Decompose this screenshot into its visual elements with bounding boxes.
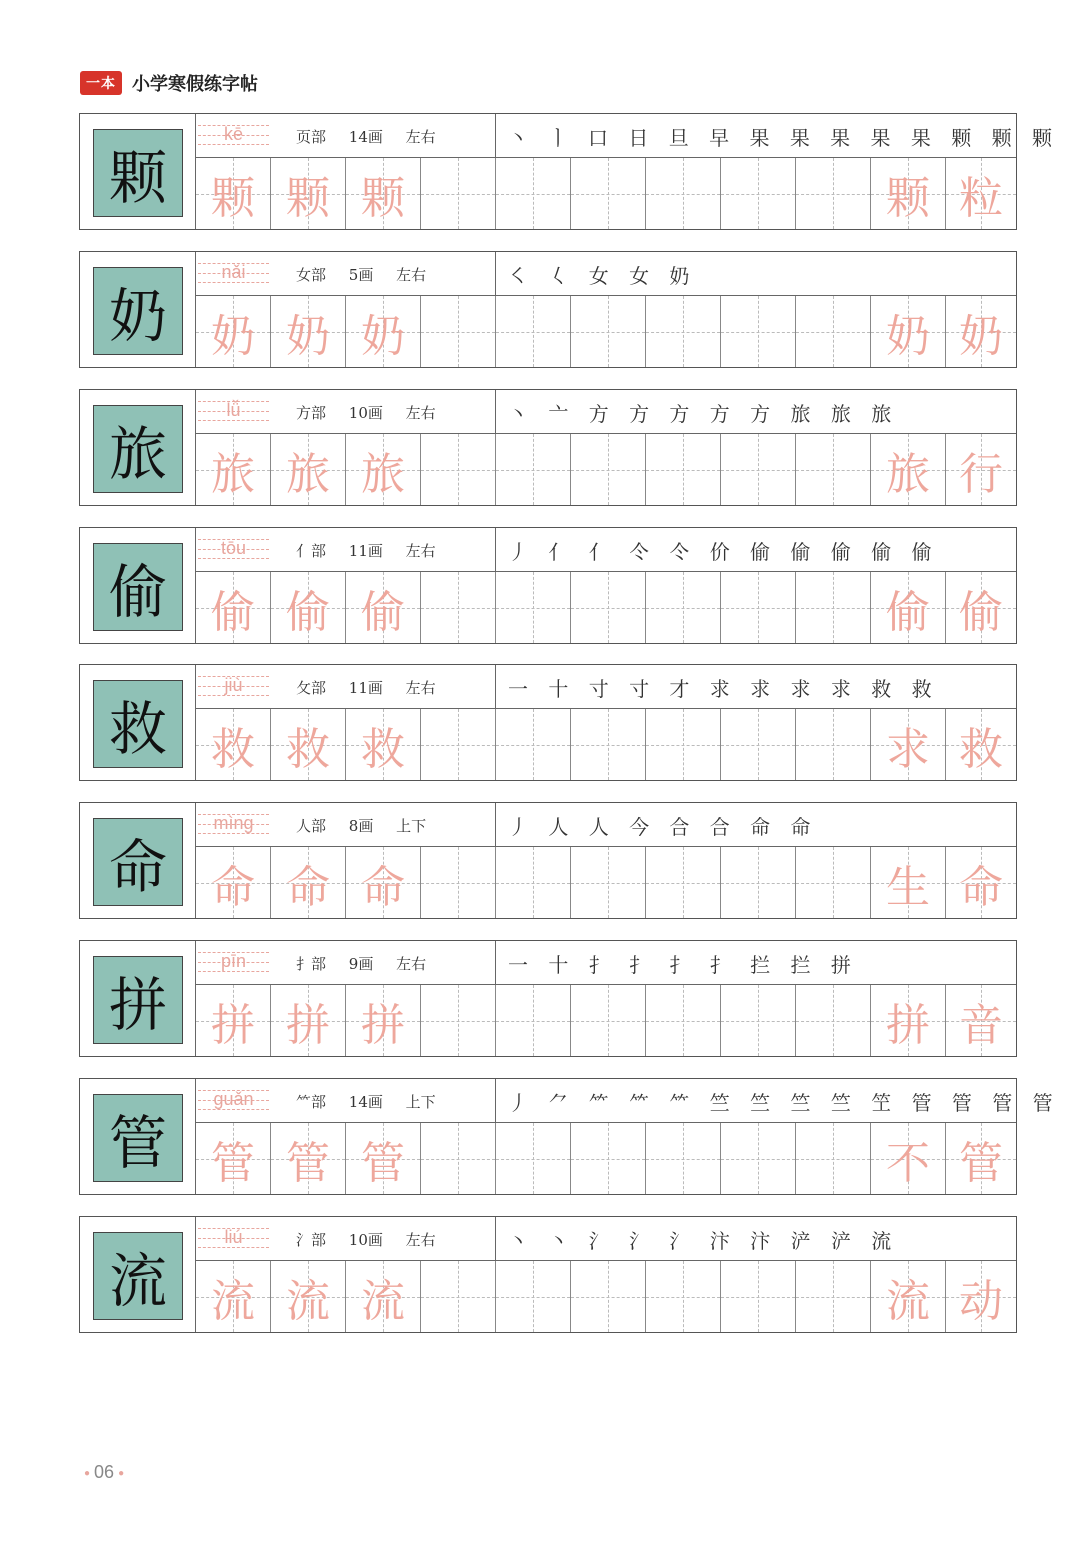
structure: 左右 [405,679,436,697]
writing-cell[interactable] [496,1123,571,1194]
writing-cell[interactable] [346,709,421,780]
writing-cell[interactable] [646,985,721,1056]
trace-char: 管 [211,1137,255,1189]
writing-cell[interactable] [871,1123,946,1194]
main-char: 奶 [93,267,183,355]
stroke-order-area [496,1217,1016,1261]
writing-cell[interactable] [196,572,271,643]
word-char: 求 [886,723,930,775]
structure: 左右 [396,266,427,284]
writing-cell[interactable] [871,847,946,918]
dot-icon: ● [118,1467,125,1479]
trace-char: 流 [286,1275,330,1327]
main-char-box [80,803,196,918]
stroke-order: ㇛ 𡿨 女 女 奶 [508,264,697,288]
writing-grid [196,434,1016,505]
writing-cell[interactable] [946,709,1016,780]
practice-row [79,527,1017,644]
writing-cell[interactable] [796,572,871,643]
writing-grid [196,847,1016,918]
writing-cell[interactable] [496,572,571,643]
writing-cell[interactable] [646,709,721,780]
writing-cell[interactable] [346,158,421,229]
writing-grid [196,709,1016,780]
writing-cell[interactable] [421,572,496,643]
writing-cell[interactable] [271,434,346,505]
writing-grid [196,158,1016,229]
pinyin: guǎn [213,1089,254,1109]
char-meta [296,815,444,836]
structure: 左右 [405,128,436,146]
writing-cell[interactable] [346,572,421,643]
word-char: 动 [959,1275,1003,1327]
trace-char: 奶 [211,310,255,362]
trace-char: 流 [361,1275,405,1327]
writing-cell[interactable] [796,1123,871,1194]
main-char-box [80,665,196,780]
writing-cell[interactable] [946,434,1016,505]
writing-cell[interactable] [421,1123,496,1194]
info-line [196,390,496,434]
pinyin-box [196,947,271,977]
writing-cell[interactable] [571,709,646,780]
writing-cell[interactable] [946,1123,1016,1194]
practice-row [79,940,1017,1057]
pinyin-box [196,1223,271,1253]
writing-cell[interactable] [646,1261,721,1332]
trace-char: 奶 [361,310,405,362]
pinyin: liú [224,1227,243,1247]
trace-char: 救 [361,723,405,775]
writing-cell[interactable] [196,296,271,367]
char-meta [296,540,454,561]
stroke-order-area [496,1079,1060,1123]
radical: 女部 [296,266,327,284]
writing-cell[interactable] [271,985,346,1056]
writing-cell[interactable] [646,434,721,505]
writing-cell[interactable] [946,158,1016,229]
writing-grid [196,296,1016,367]
stroke-order: 丶 亠 方 方 方 方 方 旅 旅 旅 [508,402,899,426]
pinyin: mìng [213,813,254,833]
writing-cell[interactable] [796,296,871,367]
trace-char: 命 [286,861,330,913]
writing-cell[interactable] [871,158,946,229]
stroke-order-area [496,528,1016,572]
word-char: 奶 [959,310,1003,362]
structure: 左右 [405,404,436,422]
pinyin-box [196,396,271,426]
stroke-order: 丿 ⺈ ⺮ ⺮ ⺮ 竺 竺 竺 竺 笁 管 管 管 管 [508,1091,1060,1115]
writing-cell[interactable] [796,158,871,229]
radical: 亻部 [296,542,327,560]
word-char: 拼 [886,999,930,1051]
structure: 上下 [396,817,427,835]
stroke-order: 丶 ㅣ 口 日 旦 早 果 果 果 果 果 颗 颗 颗 [508,126,1059,150]
info-line [196,114,496,158]
writing-cell[interactable] [571,1261,646,1332]
writing-cell[interactable] [796,985,871,1056]
word-char: 管 [959,1137,1003,1189]
writing-cell[interactable] [946,1261,1016,1332]
pinyin: pīn [220,951,247,971]
writing-cell[interactable] [571,985,646,1056]
pinyin-box [196,809,271,839]
writing-cell[interactable] [871,572,946,643]
pinyin-box [196,258,271,288]
writing-cell[interactable] [421,985,496,1056]
writing-cell[interactable] [871,1261,946,1332]
trace-char: 管 [361,1137,405,1189]
writing-cell[interactable] [646,572,721,643]
writing-cell[interactable] [571,296,646,367]
trace-char: 偷 [211,586,255,638]
writing-cell[interactable] [346,1123,421,1194]
trace-char: 颗 [361,172,405,224]
main-char: 颗 [93,129,183,217]
trace-char: 旅 [361,448,405,500]
trace-char: 流 [211,1275,255,1327]
stroke-count: 14画 [348,1093,383,1111]
word-char: 流 [886,1275,930,1327]
word-char: 奶 [886,310,930,362]
word-char: 偷 [959,586,1003,638]
trace-char: 颗 [286,172,330,224]
writing-cell[interactable] [721,847,796,918]
info-line [196,1079,496,1123]
writing-cell[interactable] [271,1261,346,1332]
practice-row [79,251,1017,368]
writing-cell[interactable] [346,434,421,505]
main-char: 旅 [93,405,183,493]
char-meta [296,677,454,698]
writing-cell[interactable] [871,434,946,505]
writing-cell[interactable] [271,572,346,643]
pinyin: lǚ [226,400,241,420]
structure: 左右 [396,955,427,973]
writing-cell[interactable] [271,158,346,229]
trace-char: 旅 [211,448,255,500]
practice-row [79,113,1059,230]
writing-cell[interactable] [346,985,421,1056]
writing-cell[interactable] [946,296,1016,367]
stroke-order: 丿 人 人 今 合 合 命 命 [508,815,818,839]
main-char-box [80,390,196,505]
practice-row [79,1216,1017,1333]
main-char: 管 [93,1094,183,1182]
writing-cell[interactable] [196,1261,271,1332]
trace-char: 命 [211,861,255,913]
word-char: 救 [959,723,1003,775]
stroke-order: 丶 丶 氵 氵 氵 汴 汴 浐 浐 流 [508,1229,899,1253]
word-char: 行 [959,448,1003,500]
info-line [196,1217,496,1261]
page-header [80,68,258,98]
writing-cell[interactable] [571,847,646,918]
trace-char: 拼 [211,999,255,1051]
writing-cell[interactable] [721,1123,796,1194]
writing-cell[interactable] [796,709,871,780]
pinyin: nǎi [221,262,246,282]
stroke-order-area [496,803,1016,847]
word-char: 粒 [959,172,1003,224]
char-meta [296,953,444,974]
main-char-box [80,941,196,1056]
word-char: 不 [886,1137,930,1189]
stroke-order: 一 十 寸 寸 才 求 求 求 求 救 救 [508,677,939,701]
writing-cell[interactable] [496,709,571,780]
writing-cell[interactable] [421,434,496,505]
writing-cell[interactable] [796,847,871,918]
writing-cell[interactable] [946,847,1016,918]
trace-char: 命 [361,861,405,913]
writing-cell[interactable] [346,1261,421,1332]
char-meta [296,126,454,147]
trace-char: 拼 [361,999,405,1051]
trace-char: 救 [286,723,330,775]
writing-cell[interactable] [721,709,796,780]
stroke-count: 9画 [348,955,374,973]
practice-row [79,802,1017,919]
writing-cell[interactable] [196,985,271,1056]
writing-cell[interactable] [496,1261,571,1332]
char-meta [296,402,454,423]
writing-cell[interactable] [421,1261,496,1332]
writing-cell[interactable] [421,847,496,918]
brand-badge: 一本 [80,71,122,95]
writing-cell[interactable] [646,158,721,229]
writing-grid [196,1261,1016,1332]
writing-cell[interactable] [646,847,721,918]
stroke-count: 10画 [348,1231,383,1249]
char-meta [296,1091,454,1112]
structure: 左右 [405,1231,436,1249]
practice-row [79,664,1017,781]
stroke-count: 5画 [348,266,374,284]
stroke-order-area [496,252,1016,296]
writing-grid [196,1123,1016,1194]
trace-char: 管 [286,1137,330,1189]
writing-cell[interactable] [196,1123,271,1194]
writing-cell[interactable] [421,158,496,229]
writing-cell[interactable] [571,158,646,229]
structure: 上下 [405,1093,436,1111]
pinyin: tōu [220,538,247,558]
writing-cell[interactable] [496,985,571,1056]
radical: 页部 [296,128,327,146]
radical: 方部 [296,404,327,422]
word-char: 偷 [886,586,930,638]
pinyin-box [196,671,271,701]
writing-cell[interactable] [721,296,796,367]
stroke-order: 丿 亻 亻 仒 仒 价 偷 偷 偷 偷 偷 [508,540,939,564]
char-meta [296,1229,454,1250]
info-line [196,803,496,847]
writing-cell[interactable] [421,709,496,780]
pinyin: kē [223,124,243,144]
writing-cell[interactable] [271,709,346,780]
trace-char: 救 [211,723,255,775]
radical: 氵部 [296,1231,327,1249]
stroke-order-area [496,665,1016,709]
writing-cell[interactable] [496,296,571,367]
pinyin-box [196,1085,271,1115]
info-line [196,528,496,572]
trace-char: 奶 [286,310,330,362]
trace-char: 旅 [286,448,330,500]
trace-char: 偷 [361,586,405,638]
info-line [196,665,496,709]
writing-cell[interactable] [346,847,421,918]
dot-icon: ● [84,1467,91,1479]
word-char: 命 [959,861,1003,913]
writing-cell[interactable] [946,985,1016,1056]
main-char: 流 [93,1232,183,1320]
writing-cell[interactable] [871,296,946,367]
stroke-count: 11画 [348,542,383,560]
main-char: 命 [93,818,183,906]
writing-cell[interactable] [571,1123,646,1194]
writing-cell[interactable] [196,847,271,918]
practice-row [79,1078,1060,1195]
pinyin-box [196,120,271,150]
writing-cell[interactable] [271,847,346,918]
writing-cell[interactable] [871,709,946,780]
main-char-box [80,1079,196,1194]
writing-cell[interactable] [796,1261,871,1332]
info-line [196,941,496,985]
trace-char: 颗 [211,172,255,224]
trace-char: 偷 [286,586,330,638]
writing-cell[interactable] [196,434,271,505]
writing-cell[interactable] [721,158,796,229]
stroke-order-area [496,941,1016,985]
pinyin: jiù [224,675,243,695]
writing-cell[interactable] [496,847,571,918]
writing-cell[interactable] [421,296,496,367]
writing-grid [196,572,1016,643]
writing-cell[interactable] [946,572,1016,643]
page-number: ● 06 ● [84,1462,125,1482]
stroke-count: 11画 [348,679,383,697]
stroke-count: 10画 [348,404,383,422]
word-char: 音 [959,999,1003,1051]
writing-cell[interactable] [571,572,646,643]
main-char-box [80,252,196,367]
book-title: 小学寒假练字帖 [132,74,258,95]
radical: 扌部 [296,955,327,973]
writing-cell[interactable] [721,434,796,505]
char-meta [296,264,444,285]
word-char: 生 [886,861,930,913]
writing-cell[interactable] [496,158,571,229]
main-char-box [80,528,196,643]
writing-cell[interactable] [196,709,271,780]
writing-cell[interactable] [271,296,346,367]
writing-cell[interactable] [646,296,721,367]
writing-cell[interactable] [346,296,421,367]
stroke-order: 一 十 扌 扌 扌 扌 拦 拦 拼 [508,953,858,977]
writing-cell[interactable] [721,572,796,643]
writing-cell[interactable] [871,985,946,1056]
stroke-count: 14画 [348,128,383,146]
word-char: 颗 [886,172,930,224]
writing-cell[interactable] [571,434,646,505]
main-char: 救 [93,680,183,768]
main-char-box [80,114,196,229]
writing-cell[interactable] [271,1123,346,1194]
stroke-order-area [496,390,1016,434]
trace-char: 拼 [286,999,330,1051]
radical: 人部 [296,817,327,835]
stroke-order-area [496,114,1059,158]
main-char: 偷 [93,543,183,631]
structure: 左右 [405,542,436,560]
stroke-count: 8画 [348,817,374,835]
practice-row [79,389,1017,506]
writing-cell[interactable] [196,158,271,229]
writing-grid [196,985,1016,1056]
writing-cell[interactable] [646,1123,721,1194]
writing-cell[interactable] [721,1261,796,1332]
word-char: 旅 [886,448,930,500]
main-char: 拼 [93,956,183,1044]
radical: 攵部 [296,679,327,697]
writing-cell[interactable] [496,434,571,505]
pinyin-box [196,534,271,564]
info-line [196,252,496,296]
writing-cell[interactable] [796,434,871,505]
radical: ⺮部 [296,1093,327,1111]
main-char-box [80,1217,196,1332]
writing-cell[interactable] [721,985,796,1056]
